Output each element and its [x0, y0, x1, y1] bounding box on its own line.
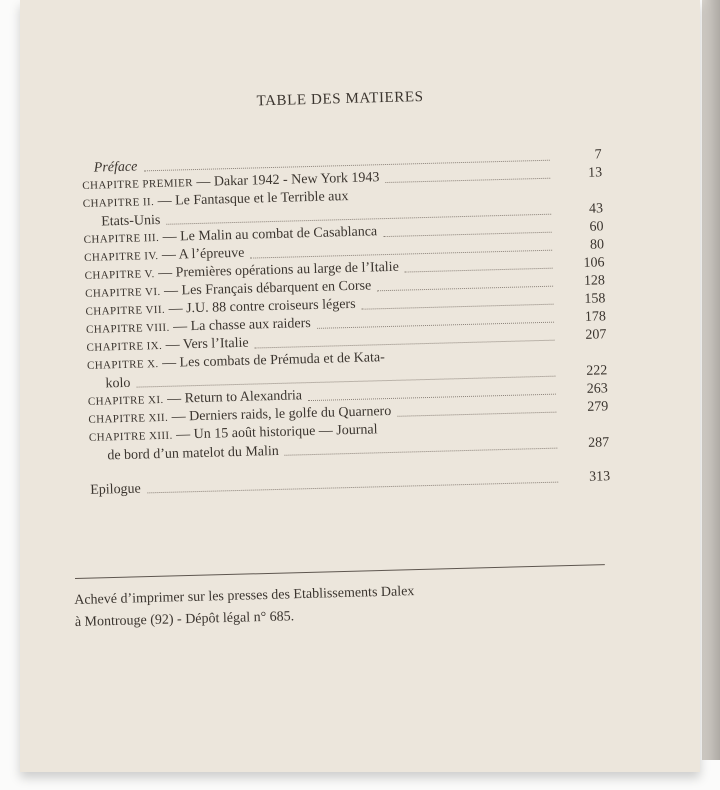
toc-entry-prefix: CHAPITRE PREMIER [82, 177, 194, 192]
book-page [20, 0, 700, 772]
toc-page-number: 7 [594, 147, 602, 163]
toc-page-number: 207 [585, 327, 607, 343]
toc-entry-prefix: CHAPITRE IX. [86, 339, 163, 354]
toc-entry-title: kolo [105, 375, 131, 392]
toc-entry-title: de bord d’un matelot du Malin [107, 443, 279, 464]
toc-entry-title: — Un 15 août historique — Journal [172, 422, 378, 443]
toc-entry-prefix: CHAPITRE IV. [84, 250, 159, 264]
toc-page-number: 287 [588, 435, 610, 451]
toc-page-number: 80 [589, 237, 605, 253]
toc-entry-title: — Le Malin au combat de Casablanca [158, 224, 378, 245]
toc-entry-prefix: CHAPITRE XII. [88, 411, 169, 426]
toc-entry-prefix: CHAPITRE VII. [85, 303, 166, 318]
toc-page-number: 60 [589, 219, 604, 235]
toc-entry-label [87, 375, 130, 393]
toc-entry-label [83, 212, 161, 231]
toc-entry-label: Préface [93, 159, 138, 176]
toc-entry-title: — Premières opérations au large de l’Italie [154, 259, 400, 282]
toc-entry-prefix: CHAPITRE XIII. [88, 429, 173, 444]
toc-entry [90, 467, 610, 499]
toc-page-number: 13 [587, 165, 603, 181]
colophon-line-2: à Montrouge (92) - Dépôt légal n° 685. [74, 609, 295, 630]
toc-entry-title: — Vers l’Italie [162, 335, 249, 353]
toc-entry-prefix: CHAPITRE XI. [87, 393, 164, 408]
toc-entry-title: — Return to Alexandria [163, 388, 303, 407]
toc-entry-title: Etats-Unis [101, 212, 161, 230]
toc-page-number: 222 [586, 363, 608, 379]
toc-entry-title: — Le Fantasque et le Terrible aux [153, 189, 349, 210]
toc-page-number: 128 [583, 273, 606, 289]
toc-leader-dots [397, 411, 556, 417]
colophon-line-1: Achevé d’imprimer sur les presses des Etablissements Dalex [74, 584, 415, 608]
toc-leader-dots [405, 267, 553, 273]
toc-page-number: 313 [588, 469, 611, 485]
toc-leader-dots [285, 447, 557, 456]
toc-entry-title: — Les Français débarquent en Corse [160, 278, 372, 299]
toc-entry-title: — Derniers raids, le golfe du Quarnero [167, 403, 392, 425]
toc-page-number: 106 [583, 255, 605, 271]
toc-page-number: 279 [587, 399, 609, 415]
toc-entry-title: — J.U. 88 contre croiseurs légers [164, 296, 356, 317]
toc-entry-label: Epilogue [90, 481, 142, 498]
colophon [74, 576, 605, 634]
toc-entry-title: — A l’épreuve [158, 245, 245, 263]
toc-entry-prefix: CHAPITRE VIII. [85, 321, 170, 336]
toc-entry-title: — Les combats de Prémuda et de Kata- [158, 350, 385, 372]
toc-entry-title: — Dakar 1942 - New York 1943 [192, 170, 380, 191]
table-of-contents [80, 84, 610, 498]
toc-entry-prefix: CHAPITRE VI. [84, 285, 161, 300]
toc-leader-dots [147, 481, 558, 494]
toc-leader-dots [377, 285, 553, 292]
toc-entry-label [89, 443, 279, 465]
page-shadow-edge [702, 0, 720, 760]
toc-page-number: 178 [584, 309, 607, 325]
toc-entry-prefix: CHAPITRE X. [86, 358, 159, 372]
toc-page-number: 43 [588, 201, 604, 217]
toc-leader-dots [386, 177, 551, 183]
toc-page-number: 158 [584, 291, 606, 307]
toc-entry-prefix: CHAPITRE V. [84, 268, 155, 282]
toc-entry-prefix: CHAPITRE II. [82, 196, 155, 210]
colophon-rule [75, 564, 605, 579]
toc-page-number: 263 [586, 381, 608, 397]
toc-entry-title: — La chasse aux raiders [169, 316, 311, 335]
toc-title: TABLE DES MATIERES [256, 89, 424, 110]
toc-leader-dots [383, 231, 551, 237]
toc-entry-prefix: CHAPITRE III. [83, 231, 160, 246]
toc-list [82, 145, 611, 498]
